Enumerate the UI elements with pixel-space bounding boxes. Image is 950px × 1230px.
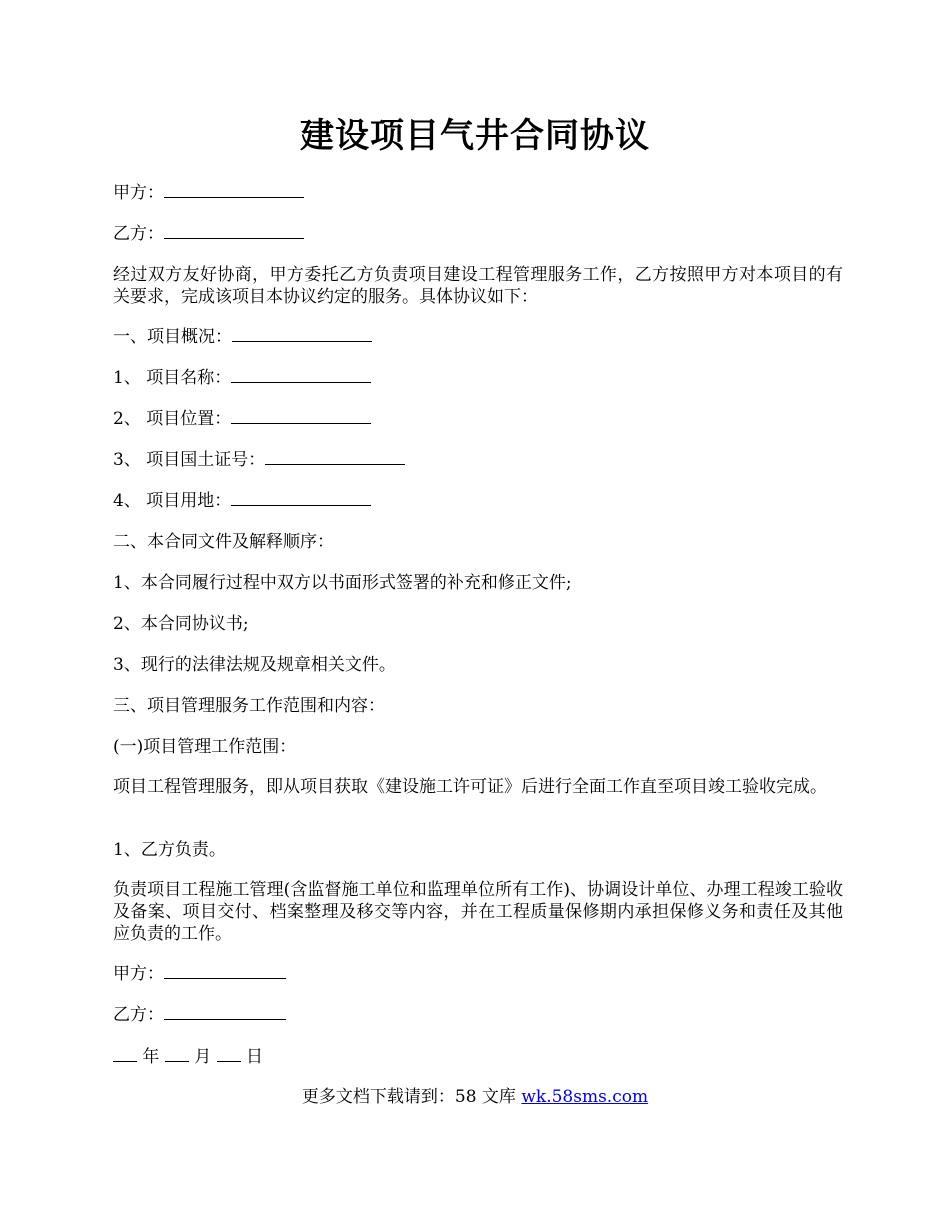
- party-a-label: 甲方：: [113, 183, 164, 203]
- project-name-blank: [231, 366, 371, 383]
- land-cert-label: 3、 项目国土证号：: [113, 450, 266, 470]
- section3-sub-heading: (一)项目管理工作范围：: [113, 737, 297, 757]
- project-name-line: [113, 366, 843, 389]
- month-label: 月: [194, 1047, 212, 1067]
- month-blank: [165, 1045, 189, 1062]
- section1-line: [113, 325, 843, 348]
- party-a-line: [113, 181, 843, 204]
- party-a-blank: [164, 181, 304, 198]
- land-cert-blank: [265, 448, 405, 465]
- year-blank: [113, 1045, 137, 1062]
- day-label: 日: [246, 1047, 264, 1067]
- signature-party-b-label: 乙方：: [113, 1005, 164, 1025]
- footer: [0, 1086, 950, 1108]
- section2-heading: 二、本合同文件及解释顺序：: [113, 532, 334, 552]
- party-b-line: [113, 222, 843, 245]
- project-location-line: [113, 407, 843, 430]
- signature-party-a-blank: [164, 962, 286, 979]
- section2-item-1: 1、本合同履行过程中双方以书面形式签署的补充和修正文件;: [113, 573, 572, 593]
- section3-heading: 三、项目管理服务工作范围和内容：: [113, 696, 385, 716]
- day-blank: [217, 1045, 241, 1062]
- section2-item-2: 2、本合同协议书;: [113, 614, 249, 634]
- party-b-label: 乙方：: [113, 224, 164, 244]
- footer-link[interactable]: wk.58sms.com: [521, 1087, 649, 1107]
- year-label: 年: [142, 1047, 160, 1067]
- document-title: 建设项目气井合同协议: [300, 116, 650, 156]
- section3-item-1: 1、乙方负责。: [113, 840, 226, 860]
- signature-party-a-line: [113, 962, 843, 985]
- footer-text: 更多文档下载请到：58 文库: [301, 1087, 522, 1107]
- intro-paragraph: 经过双方友好协商，甲方委托乙方负责项目建设工程管理服务工作，乙方按照甲方对本项目的有关要求，完成该项目本协议约定的服务。具体协议如下：: [113, 265, 843, 307]
- party-b-blank: [164, 222, 304, 239]
- section2-item-3: 3、现行的法律法规及规章相关文件。: [113, 655, 396, 675]
- land-cert-line: [113, 448, 843, 471]
- section1-blank: [232, 325, 372, 342]
- project-location-label: 2、 项目位置：: [113, 409, 232, 429]
- land-use-label: 4、 项目用地：: [113, 491, 232, 511]
- section1-heading: 一、项目概况：: [113, 327, 232, 347]
- signature-party-a-label: 甲方：: [113, 964, 164, 984]
- signature-party-b-line: [113, 1003, 843, 1026]
- project-name-label: 1、 项目名称：: [113, 368, 232, 388]
- date-line: [113, 1045, 843, 1068]
- scope-paragraph: 项目工程管理服务，即从项目获取《建设施工许可证》后进行全面工作直至项目竣工验收完成。: [113, 777, 827, 797]
- land-use-blank: [231, 489, 371, 506]
- land-use-line: [113, 489, 843, 512]
- project-location-blank: [231, 407, 371, 424]
- signature-party-b-blank: [164, 1003, 286, 1020]
- responsibility-paragraph: 负责项目工程施工管理(含监督施工单位和监理单位所有工作)、协调设计单位、办理工程竣工验收及备案、项目交付、档案整理及移交等内容，并在工程质量保修期内承担保修义务和责任及其他应负责的工作。: [113, 880, 843, 944]
